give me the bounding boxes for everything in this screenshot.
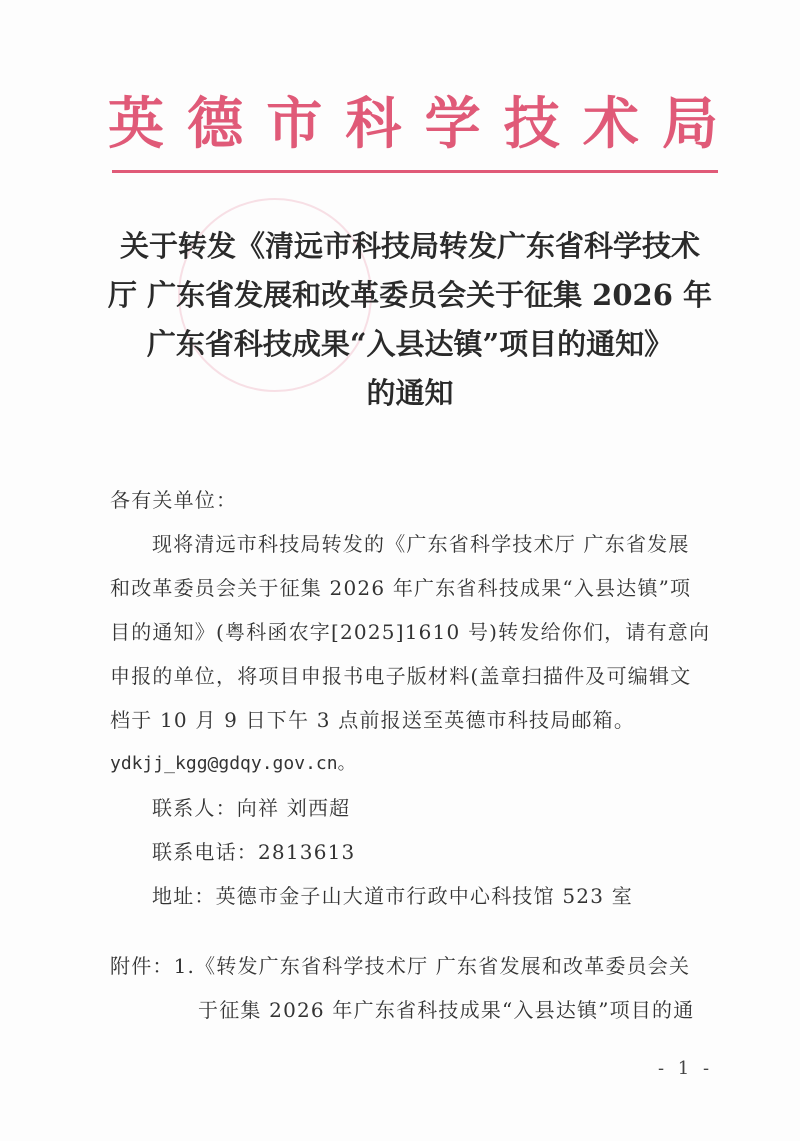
- title-line: 厅 广东省发展和改革委员会关于征集 2026 年: [107, 278, 712, 312]
- letterhead-char: 德: [187, 91, 244, 157]
- letterhead-char: 学: [424, 91, 481, 157]
- letterhead-char: 市: [266, 91, 323, 157]
- letterhead-divider: [112, 170, 718, 173]
- letterhead-char: 技: [503, 91, 560, 157]
- paragraph-line: 现将清远市科技局转发的《广东省科学技术厅 广东省发展: [152, 532, 690, 556]
- document-title: [100, 222, 720, 418]
- salutation: 各有关单位：: [110, 488, 238, 512]
- letterhead-char: 英: [108, 91, 164, 157]
- paragraph-line: 和改革委员会关于征集 2026 年广东省科技成果“入县达镇”项: [110, 576, 692, 600]
- attachment-line: 于征集 2026 年广东省科技成果“入县达镇”项目的通: [198, 998, 695, 1022]
- address: 地址：英德市金子山大道市行政中心科技馆 523 室: [152, 884, 633, 908]
- letterhead-char: 术: [582, 91, 639, 157]
- title-line: 关于转发《清远市科技局转发广东省科学技术: [119, 229, 700, 263]
- paragraph-line: 档于 10 月 9 日下午 3 点前报送至英德市科技局邮箱。: [110, 708, 636, 732]
- attachment-line: 附件：1.《转发广东省科学技术厅 广东省发展和改革委员会关: [110, 954, 691, 978]
- title-line: 的通知: [366, 376, 454, 410]
- letterhead-org-name: [108, 92, 718, 156]
- title-line: 广东省科技成果“入县达镇”项目的通知》: [146, 327, 674, 361]
- letterhead-char: 局: [661, 91, 718, 157]
- paragraph-line: 目的通知》(粤科函农字[2025]1610 号)转发给你们，请有意向: [110, 620, 711, 644]
- contact-person: 联系人：向祥 刘西超: [152, 796, 351, 820]
- paragraph-line: 申报的单位，将项目申报书电子版材料(盖章扫描件及可编辑文: [110, 664, 692, 688]
- email-address: ydkjj_kgg@gdqy.gov.cn。: [110, 753, 356, 774]
- page-number: - 1 -: [658, 1058, 714, 1079]
- document-body: [110, 478, 730, 1032]
- letterhead-char: 科: [345, 91, 402, 157]
- contact-phone: 联系电话：2813613: [152, 840, 356, 864]
